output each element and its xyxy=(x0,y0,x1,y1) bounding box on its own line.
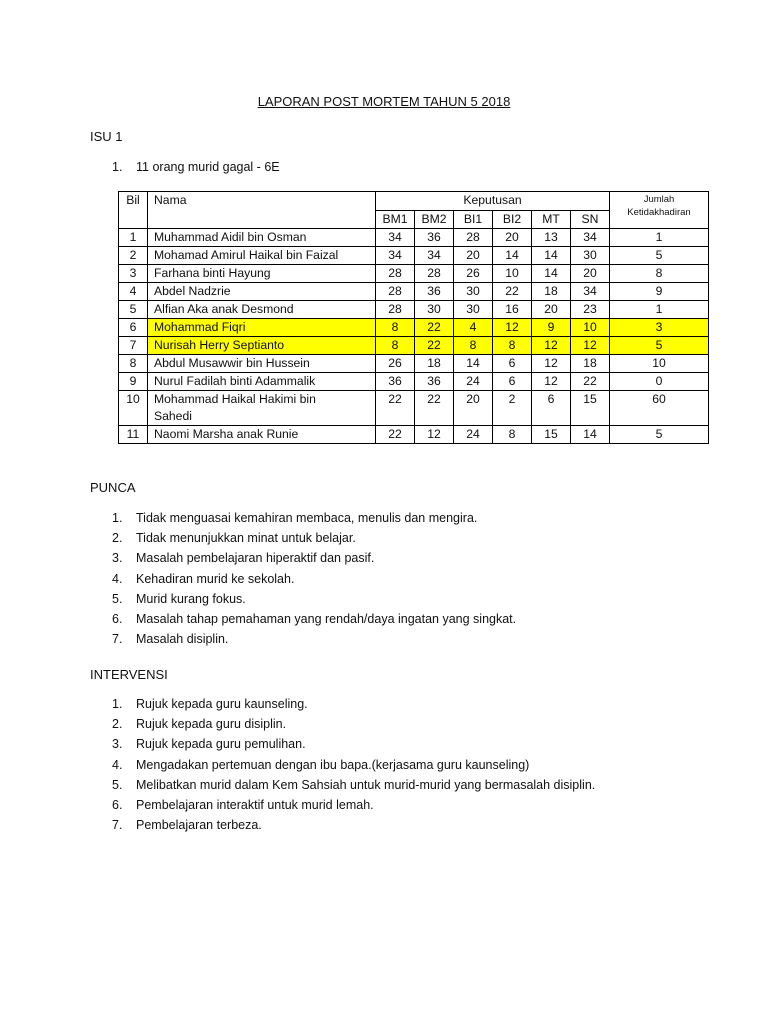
row-score: 28 xyxy=(454,229,493,247)
intervensi-item xyxy=(112,758,529,772)
row-score: 26 xyxy=(376,355,415,373)
row-score: 8 xyxy=(454,337,493,355)
row-jumlah: 1 xyxy=(610,301,709,319)
row-jumlah: 3 xyxy=(610,319,709,337)
table-body xyxy=(119,229,709,444)
intervensi-item-number: 7. xyxy=(112,818,123,833)
row-score: 12 xyxy=(532,373,571,391)
row-jumlah: 5 xyxy=(610,426,709,444)
row-bil: 3 xyxy=(119,265,148,283)
intervensi-item xyxy=(112,778,595,792)
isu-item-text: 11 orang murid gagal - 6E xyxy=(136,160,280,174)
row-score: 6 xyxy=(493,355,532,373)
punca-item xyxy=(112,551,374,565)
subject-header: BM1 xyxy=(376,211,415,229)
subject-header: BI1 xyxy=(454,211,493,229)
row-score: 8 xyxy=(376,337,415,355)
row-score: 22 xyxy=(415,337,454,355)
row-score: 10 xyxy=(571,319,610,337)
header-keputusan: Keputusan xyxy=(376,192,610,211)
punca-item-text: Tidak menguasai kemahiran membaca, menulis dan mengira. xyxy=(136,511,478,525)
row-score: 20 xyxy=(532,301,571,319)
subject-header: BM2 xyxy=(415,211,454,229)
row-score: 28 xyxy=(376,283,415,301)
row-score: 24 xyxy=(454,426,493,444)
punca-heading: PUNCA xyxy=(90,480,136,495)
intervensi-item xyxy=(112,798,374,812)
row-jumlah: 10 xyxy=(610,355,709,373)
row-bil: 11 xyxy=(119,426,148,444)
row-score: 30 xyxy=(415,301,454,319)
row-score: 36 xyxy=(376,373,415,391)
punca-item-text: Masalah tahap pemahaman yang rendah/daya ingatan yang singkat. xyxy=(136,612,517,626)
row-jumlah: 8 xyxy=(610,265,709,283)
row-nama xyxy=(148,247,376,265)
intervensi-item-number: 6. xyxy=(112,798,123,812)
isu-item xyxy=(112,160,280,174)
row-score: 22 xyxy=(415,391,454,426)
row-score: 10 xyxy=(493,265,532,283)
row-nama xyxy=(148,426,376,444)
intervensi-item-text: Rujuk kepada guru kaunseling. xyxy=(136,697,308,711)
row-score: 12 xyxy=(493,319,532,337)
row-score: 36 xyxy=(415,283,454,301)
punca-item-text: Kehadiran murid ke sekolah. xyxy=(136,571,295,586)
row-bil: 6 xyxy=(119,319,148,337)
row-nama-line: Alfian Aka anak Desmond xyxy=(154,302,294,316)
row-score: 8 xyxy=(376,319,415,337)
row-nama xyxy=(148,337,376,355)
row-score: 4 xyxy=(454,319,493,337)
row-score: 28 xyxy=(415,265,454,283)
row-score: 22 xyxy=(376,391,415,426)
row-nama-line: Mohammad Haikal Hakimi bin xyxy=(154,392,316,406)
intervensi-item-number: 3. xyxy=(112,737,123,752)
punca-item-text: Murid kurang fokus. xyxy=(136,591,246,606)
row-score: 22 xyxy=(415,319,454,337)
punca-item-number: 4. xyxy=(112,571,123,586)
row-bil: 8 xyxy=(119,355,148,373)
row-bil: 1 xyxy=(119,229,148,247)
intervensi-item xyxy=(112,697,308,711)
punca-item-number: 6. xyxy=(112,612,123,626)
row-score: 30 xyxy=(571,247,610,265)
intervensi-item-text: Pembelajaran terbeza. xyxy=(136,818,262,833)
table-row xyxy=(119,301,709,319)
row-nama xyxy=(148,283,376,301)
row-bil: 2 xyxy=(119,247,148,265)
row-jumlah: 1 xyxy=(610,229,709,247)
row-score: 28 xyxy=(376,265,415,283)
punca-item-number: 3. xyxy=(112,551,123,566)
row-score: 28 xyxy=(376,301,415,319)
header-jumlah-line2: Ketidakhadiran xyxy=(627,207,691,218)
subject-header: BI2 xyxy=(493,211,532,229)
row-score: 15 xyxy=(532,426,571,444)
punca-item-text: Masalah disiplin. xyxy=(136,632,229,647)
table-row xyxy=(119,373,709,391)
punca-item xyxy=(112,592,246,606)
row-score: 23 xyxy=(571,301,610,319)
row-score: 15 xyxy=(571,391,610,426)
row-score: 12 xyxy=(571,337,610,355)
row-bil: 10 xyxy=(119,391,148,426)
intervensi-item xyxy=(112,818,262,832)
row-jumlah: 0 xyxy=(610,373,709,391)
punca-item-text: Tidak menunjukkan minat untuk belajar. xyxy=(136,531,356,546)
row-score: 8 xyxy=(493,337,532,355)
intervensi-item-text: Melibatkan murid dalam Kem Sahsiah untuk murid-murid yang bermasalah disiplin. xyxy=(136,777,596,792)
intervensi-item-text: Pembelajaran interaktif untuk murid lemah. xyxy=(136,798,374,812)
intervensi-item-text: Rujuk kepada guru pemulihan. xyxy=(136,737,306,752)
row-score: 20 xyxy=(493,229,532,247)
row-score: 18 xyxy=(571,355,610,373)
row-nama-line: Muhammad Aidil bin Osman xyxy=(154,230,307,244)
punca-item-number: 5. xyxy=(112,591,123,606)
header-bil: Bil xyxy=(119,192,148,229)
row-nama-line: Abdul Musawwir bin Hussein xyxy=(154,356,310,370)
row-nama xyxy=(148,373,376,391)
table-row xyxy=(119,229,709,247)
row-jumlah: 9 xyxy=(610,283,709,301)
row-score: 26 xyxy=(454,265,493,283)
isu-item-number: 1. xyxy=(112,160,123,174)
row-nama xyxy=(148,391,376,426)
row-score: 12 xyxy=(532,337,571,355)
table-row xyxy=(119,337,709,355)
punca-item xyxy=(112,632,228,646)
row-bil: 4 xyxy=(119,283,148,301)
header-nama: Nama xyxy=(148,192,376,229)
punca-item-number: 1. xyxy=(112,511,123,525)
punca-item xyxy=(112,531,356,545)
punca-item xyxy=(112,612,516,626)
row-score: 34 xyxy=(571,283,610,301)
row-nama-line: Naomi Marsha anak Runie xyxy=(154,427,299,441)
row-score: 36 xyxy=(415,229,454,247)
row-jumlah: 5 xyxy=(610,247,709,265)
row-nama xyxy=(148,265,376,283)
row-score: 8 xyxy=(493,426,532,444)
table-row xyxy=(119,283,709,301)
row-nama-line: Farhana binti Hayung xyxy=(154,266,271,280)
row-score: 34 xyxy=(415,247,454,265)
row-score: 24 xyxy=(454,373,493,391)
row-score: 22 xyxy=(493,283,532,301)
table-row xyxy=(119,247,709,265)
table-row xyxy=(119,391,709,426)
row-nama-line: Abdel Nadzrie xyxy=(154,284,231,298)
row-nama xyxy=(148,229,376,247)
row-bil: 5 xyxy=(119,301,148,319)
header-jumlah-line1: Jumlah xyxy=(643,194,675,205)
row-score: 18 xyxy=(415,355,454,373)
row-jumlah: 60 xyxy=(610,391,709,426)
subject-header: SN xyxy=(571,211,610,229)
row-score: 30 xyxy=(454,301,493,319)
row-nama xyxy=(148,355,376,373)
row-jumlah: 5 xyxy=(610,337,709,355)
row-score: 22 xyxy=(376,426,415,444)
row-score: 6 xyxy=(493,373,532,391)
punca-item-number: 2. xyxy=(112,531,123,546)
intervensi-item-number: 1. xyxy=(112,697,123,711)
row-score: 6 xyxy=(532,391,571,426)
row-score: 12 xyxy=(532,355,571,373)
row-score: 30 xyxy=(454,283,493,301)
row-score: 2 xyxy=(493,391,532,426)
row-nama xyxy=(148,319,376,337)
row-bil: 9 xyxy=(119,373,148,391)
intervensi-item xyxy=(112,717,286,731)
row-score: 12 xyxy=(415,426,454,444)
table-row xyxy=(119,426,709,444)
punca-item-text: Masalah pembelajaran hiperaktif dan pasif. xyxy=(136,551,375,566)
row-score: 14 xyxy=(454,355,493,373)
table-row xyxy=(119,319,709,337)
row-nama-line: Sahedi xyxy=(154,409,192,423)
row-nama-line: Nurul Fadilah binti Adammalik xyxy=(154,374,316,388)
intervensi-item-text: Mengadakan pertemuan dengan ibu bapa.(kerjasama guru kaunseling) xyxy=(136,757,530,772)
row-score: 34 xyxy=(376,229,415,247)
row-score: 34 xyxy=(376,247,415,265)
row-nama-line: Mohamad Amirul Haikal bin Faizal xyxy=(154,248,339,262)
intervensi-item-number: 5. xyxy=(112,777,123,792)
header-jumlah xyxy=(610,192,709,229)
row-score: 20 xyxy=(454,391,493,426)
row-score: 14 xyxy=(532,265,571,283)
punca-item xyxy=(112,511,477,525)
intervensi-item-text: Rujuk kepada guru disiplin. xyxy=(136,717,287,732)
row-score: 13 xyxy=(532,229,571,247)
intervensi-item-number: 4. xyxy=(112,757,123,772)
row-score: 9 xyxy=(532,319,571,337)
intervensi-item xyxy=(112,737,306,751)
row-nama-line: Mohammad Fiqri xyxy=(154,320,246,334)
row-score: 20 xyxy=(571,265,610,283)
row-bil: 7 xyxy=(119,337,148,355)
row-score: 22 xyxy=(571,373,610,391)
punca-item xyxy=(112,572,294,586)
isu-heading: ISU 1 xyxy=(90,129,123,144)
subject-header: MT xyxy=(532,211,571,229)
intervensi-heading: INTERVENSI xyxy=(90,667,168,682)
row-score: 20 xyxy=(454,247,493,265)
row-score: 36 xyxy=(415,373,454,391)
row-score: 18 xyxy=(532,283,571,301)
row-score: 14 xyxy=(532,247,571,265)
row-score: 16 xyxy=(493,301,532,319)
report-title: LAPORAN POST MORTEM TAHUN 5 2018 xyxy=(257,94,511,109)
table-row xyxy=(119,355,709,373)
intervensi-item-number: 2. xyxy=(112,717,123,732)
row-score: 14 xyxy=(571,426,610,444)
row-score: 34 xyxy=(571,229,610,247)
table-row xyxy=(119,265,709,283)
results-table xyxy=(118,191,709,444)
row-nama xyxy=(148,301,376,319)
row-nama-line: Nurisah Herry Septianto xyxy=(154,338,285,352)
punca-item-number: 7. xyxy=(112,632,123,647)
row-score: 14 xyxy=(493,247,532,265)
